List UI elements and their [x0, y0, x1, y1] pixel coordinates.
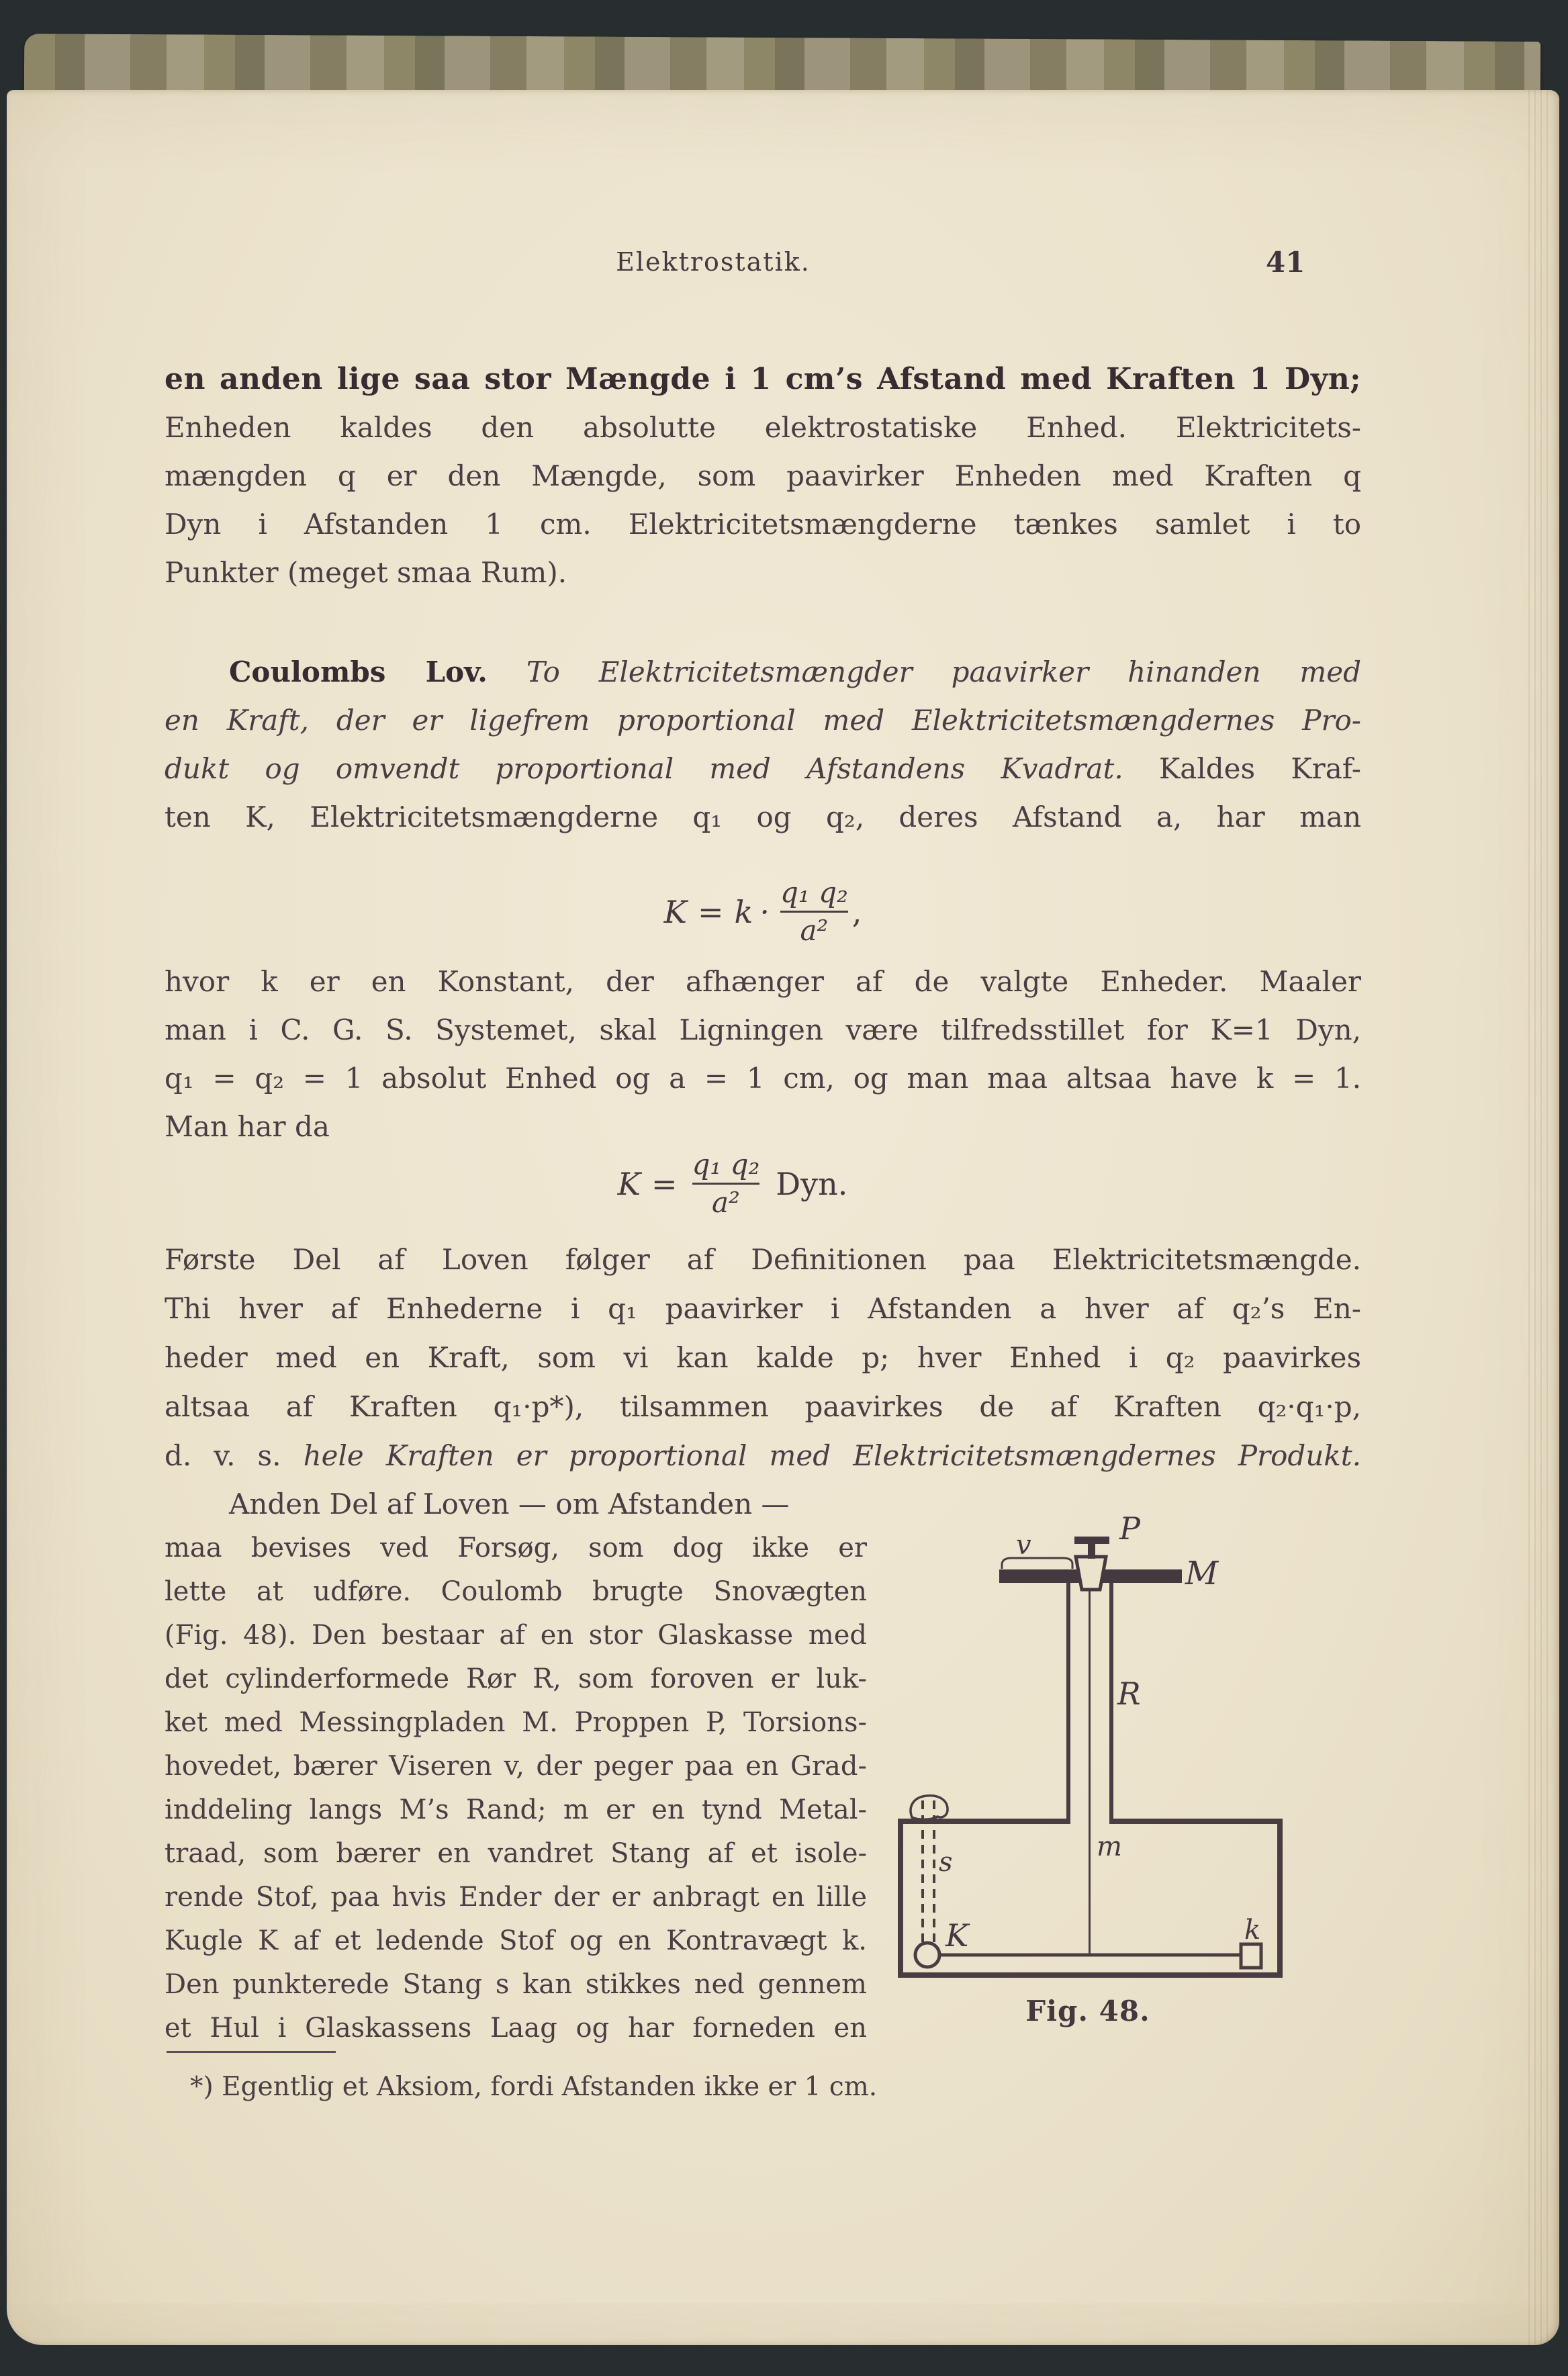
- body-line: altsaa af Kraften q₁·p*), tilsammen paavirkes de af Kraften q₂·q₁·p,: [165, 1390, 1361, 1423]
- body-line: mængden q er den Mængde, som paavirker Enheden med Kraften q: [165, 459, 1361, 492]
- glass-box-right-wall: [1277, 1819, 1283, 1978]
- fraction-bar: [692, 1183, 760, 1185]
- column-line: lette at udføre. Coulomb brugte Snovægten: [165, 1576, 867, 1607]
- body-line: en anden lige saa stor Mængde i 1 cm’s Afstand med Kraften 1 Dyn;: [165, 362, 1361, 396]
- glass-box-lid-right: [1109, 1819, 1283, 1824]
- body-text: Kaldes Kraf-: [1158, 752, 1361, 785]
- law-statement-italic: hele Kraften er proportional med Elektricitetsmængdernes Produkt.: [303, 1439, 1361, 1472]
- column-line: inddeling langs M’s Rand; m er en tynd Metal-: [165, 1794, 867, 1825]
- tube-right-wall: [1109, 1583, 1113, 1821]
- body-line: hvor k er en Konstant, der afhænger af de valgte Enheder. Maaler: [165, 965, 1361, 998]
- formula-coulomb-general: [165, 868, 1361, 956]
- paragraph-label: Coulombs Lov.: [229, 655, 488, 688]
- column-line: det cylinderformede Rør R, som foroven er luk-: [165, 1663, 867, 1694]
- body-line: Første Del af Loven følger af Definitionen paa Elektricitetsmængde.: [165, 1243, 1361, 1276]
- glass-box-left-wall: [898, 1819, 903, 1978]
- multiplication-dot: ·: [759, 894, 770, 930]
- body-line: Dyn i Afstanden 1 cm. Elektricitetsmængderne tænkes samlet i to: [165, 508, 1361, 541]
- column-line: et Hul i Glaskassens Laag og har forneden en: [165, 2013, 867, 2044]
- body-line: Anden Del af Loven — om Afstanden —: [229, 1488, 790, 1520]
- pointer-v-shape: [1002, 1558, 1072, 1569]
- body-line: en Kraft, der er ligefrem proportional med Elektricitetsmængdernes Pro-: [165, 704, 1361, 737]
- formula-constant: k: [734, 894, 753, 930]
- footnote-text: *) Egentlig et Aksiom, fordi Afstanden ikke er 1 cm.: [190, 2072, 878, 2102]
- column-line: maa bevises ved Forsøg, som dog ikke er: [165, 1533, 867, 1563]
- figure-caption: Fig. 48.: [1025, 1995, 1150, 2027]
- footnote-separator: [167, 2051, 336, 2053]
- column-line: Kugle K af et ledende Stof og en Kontravægt k.: [165, 1925, 867, 1956]
- figure-torsion-balance: [886, 1504, 1303, 2035]
- equals-sign: =: [651, 1165, 678, 1202]
- label-R: R: [1117, 1676, 1141, 1712]
- label-M: M: [1185, 1555, 1219, 1592]
- counterweight-k: [1241, 1944, 1261, 1968]
- column-line: (Fig. 48). Den bestaar af en stor Glaskasse med: [165, 1620, 867, 1651]
- label-P: P: [1119, 1510, 1140, 1547]
- body-line: heder med en Kraft, som vi kan kalde p; hver Enhed i q₂ paavirkes: [165, 1341, 1361, 1374]
- fraction-denominator: a²: [711, 1185, 740, 1219]
- label-k: k: [1244, 1915, 1261, 1946]
- fraction-numerator: q₁ q₂: [692, 1147, 760, 1181]
- page-number: 41: [1266, 246, 1305, 279]
- ball-K: [915, 1943, 939, 1967]
- running-header-title: Elektrostatik.: [616, 247, 811, 277]
- torsion-head-stem: [1088, 1544, 1095, 1559]
- column-line: rende Stof, paa hvis Ender der er anbragt en lille: [165, 1882, 867, 1913]
- body-line: q₁ = q₂ = 1 absolut Enhed og a = 1 cm, og man maa altsaa have k = 1.: [165, 1062, 1361, 1095]
- body-line: ten K, Elektricitetsmængderne q₁ og q₂, deres Afstand a, har man: [165, 801, 1361, 833]
- formula-comma: ,: [851, 894, 862, 930]
- label-v: v: [1016, 1530, 1031, 1561]
- stopper-plug: [1076, 1557, 1106, 1590]
- label-m: m: [1097, 1831, 1122, 1862]
- body-line: Enheden kaldes den absolutte elektrostatiske Enhed. Elektricitets-: [165, 411, 1361, 444]
- body-line: man i C. G. S. Systemet, skal Ligningen være tilfredsstillet for K=1 Dyn,: [165, 1013, 1361, 1046]
- label-K: K: [946, 1917, 969, 1954]
- body-line: [165, 648, 1361, 696]
- body-line: Man har da: [165, 1110, 330, 1143]
- fraction-numerator: q₁ q₂: [780, 876, 848, 909]
- equals-sign: =: [697, 894, 724, 930]
- body-line: [165, 745, 1361, 793]
- body-line: Thi hver af Enhederne i q₁ paavirker i Afstanden a hver af q₂’s En-: [165, 1292, 1361, 1325]
- formula-unit: Dyn.: [776, 1165, 848, 1202]
- fraction: [780, 876, 848, 948]
- column-line: Den punkterede Stang s kan stikkes ned gennem: [165, 1969, 867, 2000]
- column-line: traad, som bærer en vandret Stang af et isole-: [165, 1838, 867, 1869]
- torsion-wire: [1089, 1590, 1091, 1956]
- label-s: s: [939, 1847, 953, 1878]
- formula-lhs: K: [617, 1165, 641, 1202]
- fraction: [692, 1148, 760, 1220]
- fraction-bar: [780, 911, 848, 913]
- formula-coulomb-cgs: [165, 1142, 1361, 1226]
- body-line: [165, 1431, 1361, 1480]
- torsion-head-handle: [1074, 1537, 1109, 1544]
- column-line: ket med Messingpladen M. Proppen P, Torsions-: [165, 1707, 867, 1738]
- glass-box-bottom: [898, 1972, 1283, 1978]
- tube-left-wall: [1066, 1583, 1070, 1821]
- lid-hole-blob: [911, 1796, 948, 1820]
- body-text: d. v. s.: [165, 1439, 281, 1472]
- formula-lhs: K: [663, 894, 687, 930]
- column-line: hovedet, bærer Viseren v, der peger paa en Grad-: [165, 1751, 867, 1782]
- law-statement-italic: To Elektricitetsmængder paavirker hinanden med: [526, 655, 1361, 688]
- fraction-denominator: a²: [800, 914, 829, 947]
- page-edge-striations: [1528, 90, 1551, 2345]
- law-statement-italic: dukt og omvendt proportional med Afstandens Kvadrat.: [165, 752, 1123, 785]
- body-line: Punkter (meget smaa Rum).: [165, 556, 567, 589]
